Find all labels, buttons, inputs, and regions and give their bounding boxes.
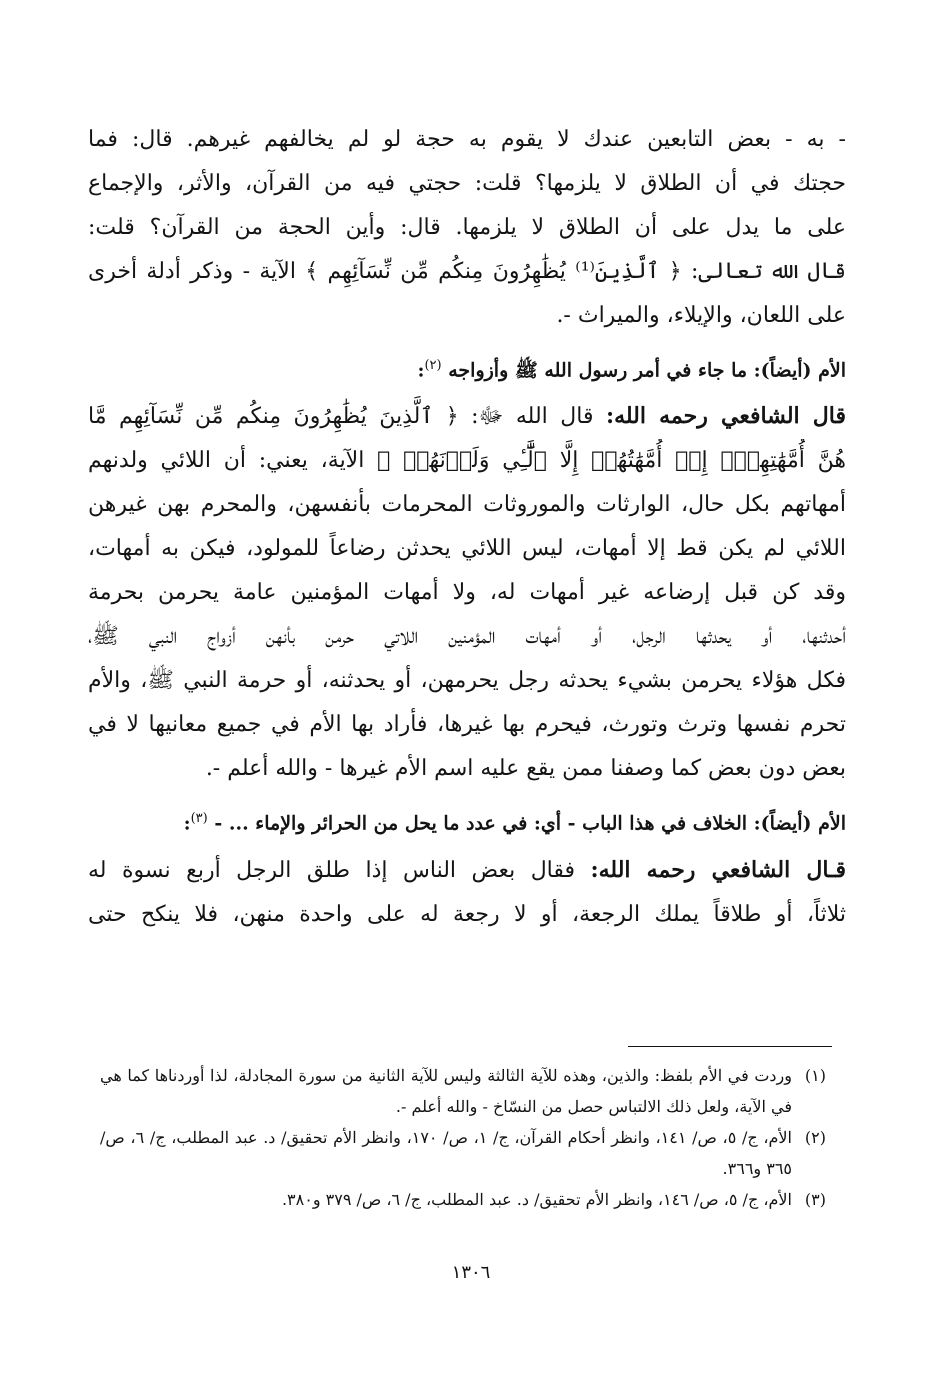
text-line: ثلاثاً، أو طلاقاً يملك الرجعة، أو لا رجعة له على واحدة منهن، فلا ينكح حتى (88, 901, 846, 927)
heading-text: الأم (أيضاً): ما جاء في أمر رسول الله ﷺ وأزواجه (448, 359, 846, 382)
section-heading: الأم (أيضاً): ما جاء في أمر رسول الله ﷺ وأزواجه $^{(٢)}$: (417, 358, 846, 382)
text-line (88, 394, 846, 439)
footnote-number: (٣) (804, 1190, 826, 1209)
text-run: فقال بعض الناس إذا طلق الرجل أربع نسوة له (88, 857, 591, 883)
text-line: قال الله تعالى: ﴿ ٱلَّذِينَ⁽¹⁾ يُظَٰهِرُونَ مِنكُم مِّن نِّسَآئِهِم ﴾ الآية - وذكر أدلة أخرى (88, 259, 846, 284)
text-line: هُنَّ أُمَّهَٰتِهِمۡۖ إِنۡ أُمَّهَٰتُهُمۡ إِلَّا ٱلَّٰٓـِٔي وَلَدۡنَهُمۡ ﴾ الآية، يعني: أن اللائي ولدنهم (88, 448, 846, 474)
footnote-2 (100, 1122, 826, 1184)
footnote-number: (٢) (804, 1128, 826, 1147)
text-line: على ما يدل على أن الطلاق لا يلزمها. قال: وأين الحجة من القرآن؟ قلت: (88, 215, 846, 240)
lead-phrase: قـال الشافعي رحمه الله: (590, 856, 846, 883)
footnote-text: الأم، ج/ ٥، ص/ ١٤٦، وانظر الأم تحقيق/ د. عبد المطلب، ج/ ٦، ص/ ٣٧٩ و٣٨٠. (281, 1190, 792, 1209)
footnote-text: وردت في الأم بلفظ: والذين، وهذه للآية الثالثة وليس للآية الثانية من سورة المجادلة، لذا أوردناها كما هي في الآية، ولعل ذلك الالتباس حصل من النسّاخ - والله أعلم -. (100, 1066, 792, 1116)
text-line: وقد كن قبل إرضاعه غير أمهات له، ولا أمهات المؤمنين عامة يحرمن بحرمة (88, 580, 846, 606)
footnote-number: (١) (804, 1066, 826, 1085)
footnote-3 (100, 1184, 826, 1215)
footnotes (100, 1060, 826, 1215)
page-number: ١٣٠٦ (451, 1262, 491, 1283)
footnote-1 (100, 1060, 826, 1122)
footnote-text: الأم، ج/ ٥، ص/ ١٤١، وانظر أحكام القرآن، ج/ ١، ص/ ١٧٠، وانظر الأم تحقيق/ د. عبد المطلب، ج/ ٦، ص/ ٣٦٥ و٣٦٦. (100, 1128, 793, 1178)
footnote-divider (628, 1046, 832, 1047)
text-line: بعض دون بعض كما وصفنا ممن يقع عليه اسم الأم غيرها - والله أعلم -. (205, 756, 846, 782)
paragraph-3 (88, 848, 846, 937)
text-run: قال الله ﷻ: ﴿ ٱلَّذِينَ يُظَٰهِرُونَ مِنكُم مِّن نِّسَآئِهِم مَّا (88, 404, 606, 430)
footnote-marker: (٢) (424, 358, 442, 373)
text-line: حجتك في أن الطلاق لا يلزمها؟ قلت: حجتي فيه من القرآن، والأثر، والإجماع (88, 171, 846, 196)
text-line: فكل هؤلاء يحرمن بشيء يحدثه رجل يحرمهن، أو يحدثنه، أو حرمة النبي ﷺ، والأم (88, 668, 846, 694)
text-line (88, 848, 846, 893)
paragraph-2 (88, 394, 846, 791)
text-line: - به - بعض التابعين عندك لا يقوم به حجة لو لم يخالفهم غيرهم. قال: فما (88, 127, 846, 152)
text-line: اللائي لم يكن قط إلا أمهات، ليس اللائي يحدثن رضاعاً للمولود، فيكن به أمهات، (88, 536, 846, 562)
lead-phrase: قال الشافعي رحمه الله: (605, 403, 846, 430)
body-text (88, 118, 846, 937)
text-line: أمهاتهم بكل حال، الوارثات والموروثات المحرمات بأنفسهن، والمحرم بهن غيرهن (88, 492, 846, 518)
text-line: أحدثنها، أو يحدثها الرجل، أو أمهات المؤمنين اللاتي حرمن بأنهن أزواج النبي ﷺ، (88, 624, 846, 650)
text-line: تحرم نفسها وترث وتورث، فيحرم بها غيرها، فأراد بها الأم في جميع معانيها لا في (88, 712, 846, 738)
text-line: على اللعان، والإيلاء، والميراث -. (556, 303, 846, 328)
section-heading: الأم (أيضاً): الخلاف في هذا الباب - أي: في عدد ما يحل من الحرائر والإماء ... - $^{(٣)}$: (183, 811, 846, 835)
footnote-marker: (٣) (190, 811, 208, 827)
paragraph-1 (88, 118, 846, 338)
heading-text: الأم (أيضاً): الخلاف في هذا الباب - أي: في عدد ما يحل من الحرائر والإماء ... - (214, 812, 846, 835)
